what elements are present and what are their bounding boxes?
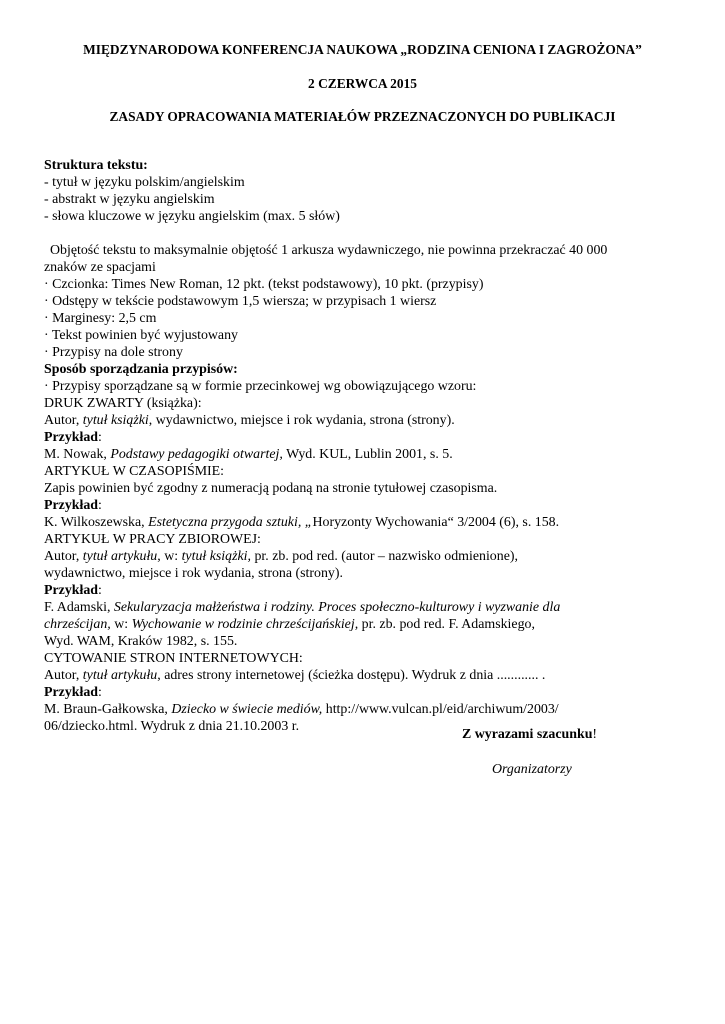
collective-example-book: Wychowanie w rodzinie chrześcijańskiej, (131, 617, 359, 632)
formatting-item: · Tekst powinien być wyjustowany (44, 328, 238, 343)
collective-section-title: ARTYKUŁ W PRACY ZBIOROWEJ: (44, 532, 261, 547)
internet-pattern-rest: , adres strony internetowej (ścieżka dostępu). Wydruk z dnia ............ . (157, 668, 546, 683)
structure-item: - abstrakt w języku angielskim (44, 192, 215, 207)
spacer (44, 225, 664, 242)
example-label-text: Przykład (44, 498, 99, 513)
example-label-text: Przykład (44, 430, 99, 445)
collective-pattern-article: tytuł artykułu (82, 549, 158, 564)
formatting-item: · Czcionka: Times New Roman, 12 pkt. (tekst podstawowy), 10 pkt. (przypisy) (44, 277, 484, 292)
closing-signature: Organizatorzy (492, 762, 572, 777)
internet-pattern-author: Autor, (44, 668, 83, 683)
journal-pattern: Zapis powinien być zgodny z numeracją podaną na stronie tytułowej czasopisma. (44, 481, 498, 496)
document-body (44, 157, 664, 735)
structure-item: - tytuł w języku polskim/angielskim (44, 175, 245, 190)
collective-example-editor: pr. zb. pod red. F. Adamskiego, (358, 617, 535, 632)
collective-example-line2 (44, 616, 664, 633)
collective-pattern-line2: wydawnictwo, miejsce i rok wydania, strona (strony). (44, 566, 343, 581)
internet-example-line1 (44, 701, 664, 718)
conference-title: MIĘDZYNARODOWA KONFERENCJA NAUKOWA „RODZINA CENIONA I ZAGROŻONA” (83, 42, 642, 57)
example-label: Przykład: (44, 430, 102, 445)
journal-example-author: K. Wilkoszewska, (44, 515, 149, 530)
journal-example (44, 514, 664, 531)
collective-pattern-rest: pr. zb. pod red. (autor – nazwisko odmienione), (251, 549, 518, 564)
book-pattern-title: tytuł książki (82, 413, 149, 428)
internet-pattern-article: tytuł artykułu (82, 668, 158, 683)
formatting-item: · Odstępy w tekście podstawowym 1,5 wiersza; w przypisach 1 wiersz (44, 294, 437, 309)
book-example-title: Podstawy pedagogiki otwartej, (110, 447, 283, 462)
footnotes-heading: Sposób sporządzania przypisów: (44, 362, 238, 377)
example-label: Przykład: (44, 685, 102, 700)
collective-example-title-end: chrześcijan, (44, 617, 111, 632)
example-label: Przykład: (44, 498, 102, 513)
internet-example-author: M. Braun-Gałkowska, (44, 702, 172, 717)
volume-text-line1: Objętość tekstu to maksymalnie objętość 1 arkusza wydawniczego, nie powinna przekraczać 40 000 (50, 243, 608, 258)
conference-date: 2 CZERWCA 2015 (308, 76, 417, 91)
journal-example-title: Estetyczna przygoda sztuki, „ (148, 515, 313, 530)
closing-regards-punct: ! (592, 727, 598, 742)
collective-example-author: F. Adamski, (44, 600, 114, 615)
collective-pattern-book: tytuł książki, (181, 549, 252, 564)
journal-section-title: ARTYKUŁ W CZASOPIŚMIE: (44, 464, 225, 479)
book-example-author: M. Nowak, (44, 447, 111, 462)
collective-example-title: Sekularyzacja małżeństwa i rodziny. Proces społeczno-kulturowy i wyzwanie dla (113, 600, 561, 615)
journal-example-rest: Horyzonty Wychowania“ 3/2004 (6), s. 158. (312, 515, 560, 530)
collective-pattern-line1 (44, 548, 664, 565)
book-example (44, 446, 664, 463)
collective-pattern-author: Autor, (44, 549, 83, 564)
book-pattern-rest: , wydawnictwo, miejsce i rok wydania, strona (strony). (148, 413, 455, 428)
collective-example-in: w: (110, 617, 132, 632)
formatting-item: · Marginesy: 2,5 cm (44, 311, 157, 326)
internet-example-title: Dziecko w świecie mediów, (171, 702, 323, 717)
volume-text-line2: znaków ze spacjami (44, 260, 156, 275)
closing-regards-text: Z wyrazami szacunku (462, 727, 593, 742)
closing-regards (462, 726, 597, 743)
internet-section-title: CYTOWANIE STRON INTERNETOWYCH: (44, 651, 303, 666)
example-label: Przykład: (44, 583, 102, 598)
internet-example-url: http://www.vulcan.pl/eid/archiwum/2003/ (322, 702, 559, 717)
example-label-text: Przykład (44, 583, 99, 598)
book-pattern-author: Autor, (44, 413, 83, 428)
footnotes-intro: · Przypisy sporządzane są w formie przecinkowej wg obowiązującego wzoru: (44, 379, 477, 394)
formatting-item: · Przypisy na dole strony (44, 345, 183, 360)
document-title: ZASADY OPRACOWANIA MATERIAŁÓW PRZEZNACZONYCH DO PUBLIKACJI (109, 109, 616, 124)
collective-example-line3: Wyd. WAM, Kraków 1982, s. 155. (44, 634, 238, 649)
structure-item: - słowa kluczowe w języku angielskim (max. 5 słów) (44, 209, 340, 224)
collective-pattern-in: , w: (157, 549, 182, 564)
book-pattern (44, 412, 664, 429)
book-section-title: DRUK ZWARTY (książka): (44, 396, 202, 411)
collective-example-line1 (44, 599, 664, 616)
structure-heading: Struktura tekstu: (44, 158, 148, 173)
internet-pattern (44, 667, 664, 684)
book-example-rest: Wyd. KUL, Lublin 2001, s. 5. (282, 447, 453, 462)
example-label-text: Przykład (44, 685, 99, 700)
internet-example-line2: 06/dziecko.html. Wydruk z dnia 21.10.2003 r. (44, 719, 300, 734)
